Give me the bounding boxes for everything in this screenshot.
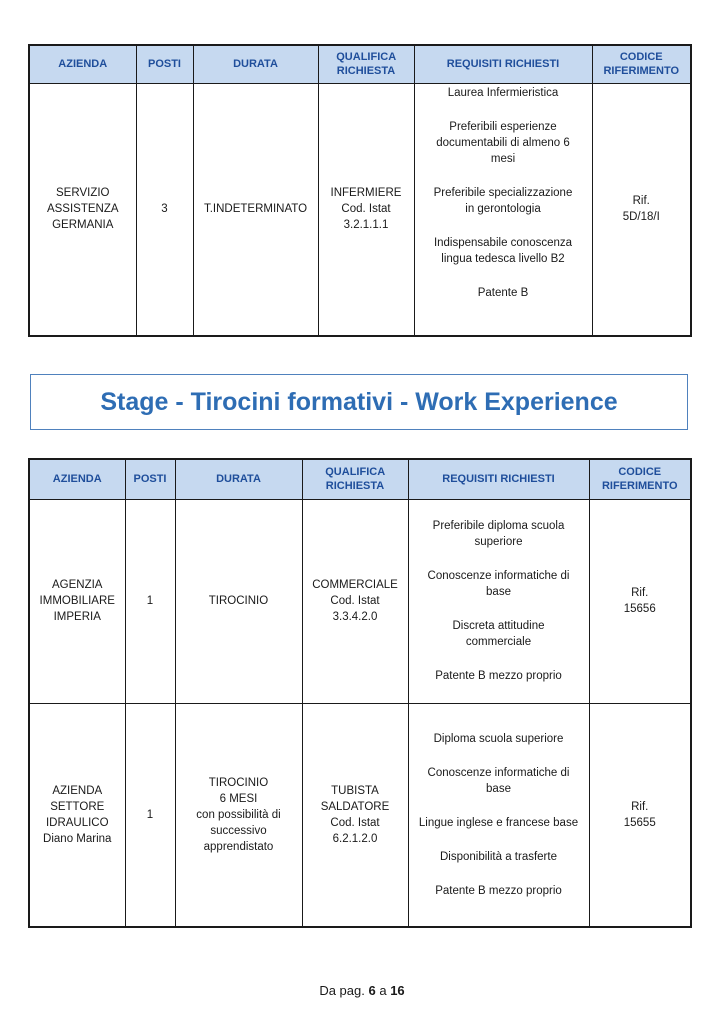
- cell-codice: Rif. 15655: [589, 703, 691, 927]
- cell-durata: T.INDETERMINATO: [193, 83, 318, 336]
- footer-total-pages: 16: [390, 983, 405, 998]
- table-header-row: [29, 45, 691, 83]
- footer-prefix: Da pag.: [319, 983, 365, 998]
- header-durata: DURATA: [175, 459, 302, 499]
- cell-azienda: AZIENDA SETTORE IDRAULICO Diano Marina: [29, 703, 125, 927]
- requirement: Indispensabile conoscenza lingua tedesca livello B2: [433, 236, 573, 265]
- table-row: [29, 499, 691, 703]
- requirement: Patente B mezzo proprio: [435, 670, 562, 682]
- cell-azienda: AGENZIA IMMOBILIARE IMPERIA: [29, 499, 125, 703]
- page-footer: [0, 983, 724, 998]
- cell-posti: 1: [125, 703, 175, 927]
- cell-qualifica: TUBISTA SALDATORE Cod. Istat 6.2.1.2.0: [302, 703, 408, 927]
- table-row: [29, 703, 691, 927]
- cell-qualifica: COMMERCIALE Cod. Istat 3.3.4.2.0: [302, 499, 408, 703]
- requirement: Preferibile diploma scuola superiore: [432, 520, 565, 548]
- cell-azienda: SERVIZIO ASSISTENZA GERMANIA: [29, 83, 136, 336]
- cell-codice: Rif. 15656: [589, 499, 691, 703]
- requirement: Preferibili esperienze documentabili di almeno 6 mesi: [436, 120, 570, 165]
- cell-posti: 3: [136, 83, 193, 336]
- header-requisiti: REQUISITI RICHIESTI: [408, 459, 589, 499]
- requirement: Conoscenze informatiche di base: [427, 570, 570, 598]
- requirement: Laurea Infermieristica: [447, 86, 559, 99]
- header-azienda: AZIENDA: [29, 45, 136, 83]
- cell-posti: 1: [125, 499, 175, 703]
- header-posti: POSTI: [136, 45, 193, 83]
- requirement: Preferibile specializzazione in gerontologia: [433, 186, 573, 215]
- header-azienda: AZIENDA: [29, 459, 125, 499]
- requirement: Conoscenze informatiche di base: [427, 766, 570, 795]
- cell-requisiti: [408, 499, 589, 703]
- header-codice: CODICE RIFERIMENTO: [589, 459, 691, 499]
- cell-requisiti: [408, 703, 589, 927]
- requirement: Patente B mezzo proprio: [435, 884, 562, 897]
- header-durata: DURATA: [193, 45, 318, 83]
- cell-qualifica: INFERMIERE Cod. Istat 3.2.1.1.1: [318, 83, 414, 336]
- cell-durata: TIROCINIO 6 MESI con possibilità di successivo apprendistato: [175, 703, 302, 927]
- cell-requisiti: [414, 83, 592, 336]
- table-row: [29, 83, 691, 336]
- footer-current-page: 6: [368, 983, 376, 998]
- header-codice: CODICE RIFERIMENTO: [592, 45, 691, 83]
- header-qualifica: QUALIFICA RICHIESTA: [302, 459, 408, 499]
- requirement: Disponibilità a trasferte: [440, 850, 557, 863]
- job-table-1: [28, 44, 692, 337]
- header-qualifica: QUALIFICA RICHIESTA: [318, 45, 414, 83]
- cell-codice: Rif. 5D/18/I: [592, 83, 691, 336]
- requirement: Lingue inglese e francese base: [418, 816, 579, 829]
- header-requisiti: REQUISITI RICHIESTI: [414, 45, 592, 83]
- footer-middle: a: [379, 983, 387, 998]
- section-title: Stage - Tirocini formativi - Work Experience: [30, 374, 688, 430]
- job-table-2: [28, 458, 692, 928]
- cell-durata: TIROCINIO: [175, 499, 302, 703]
- header-posti: POSTI: [125, 459, 175, 499]
- requirement: Patente B: [477, 286, 529, 299]
- table-header-row: [29, 459, 691, 499]
- requirement: Discreta attitudine commerciale: [452, 620, 545, 648]
- requirement: Diploma scuola superiore: [433, 732, 564, 745]
